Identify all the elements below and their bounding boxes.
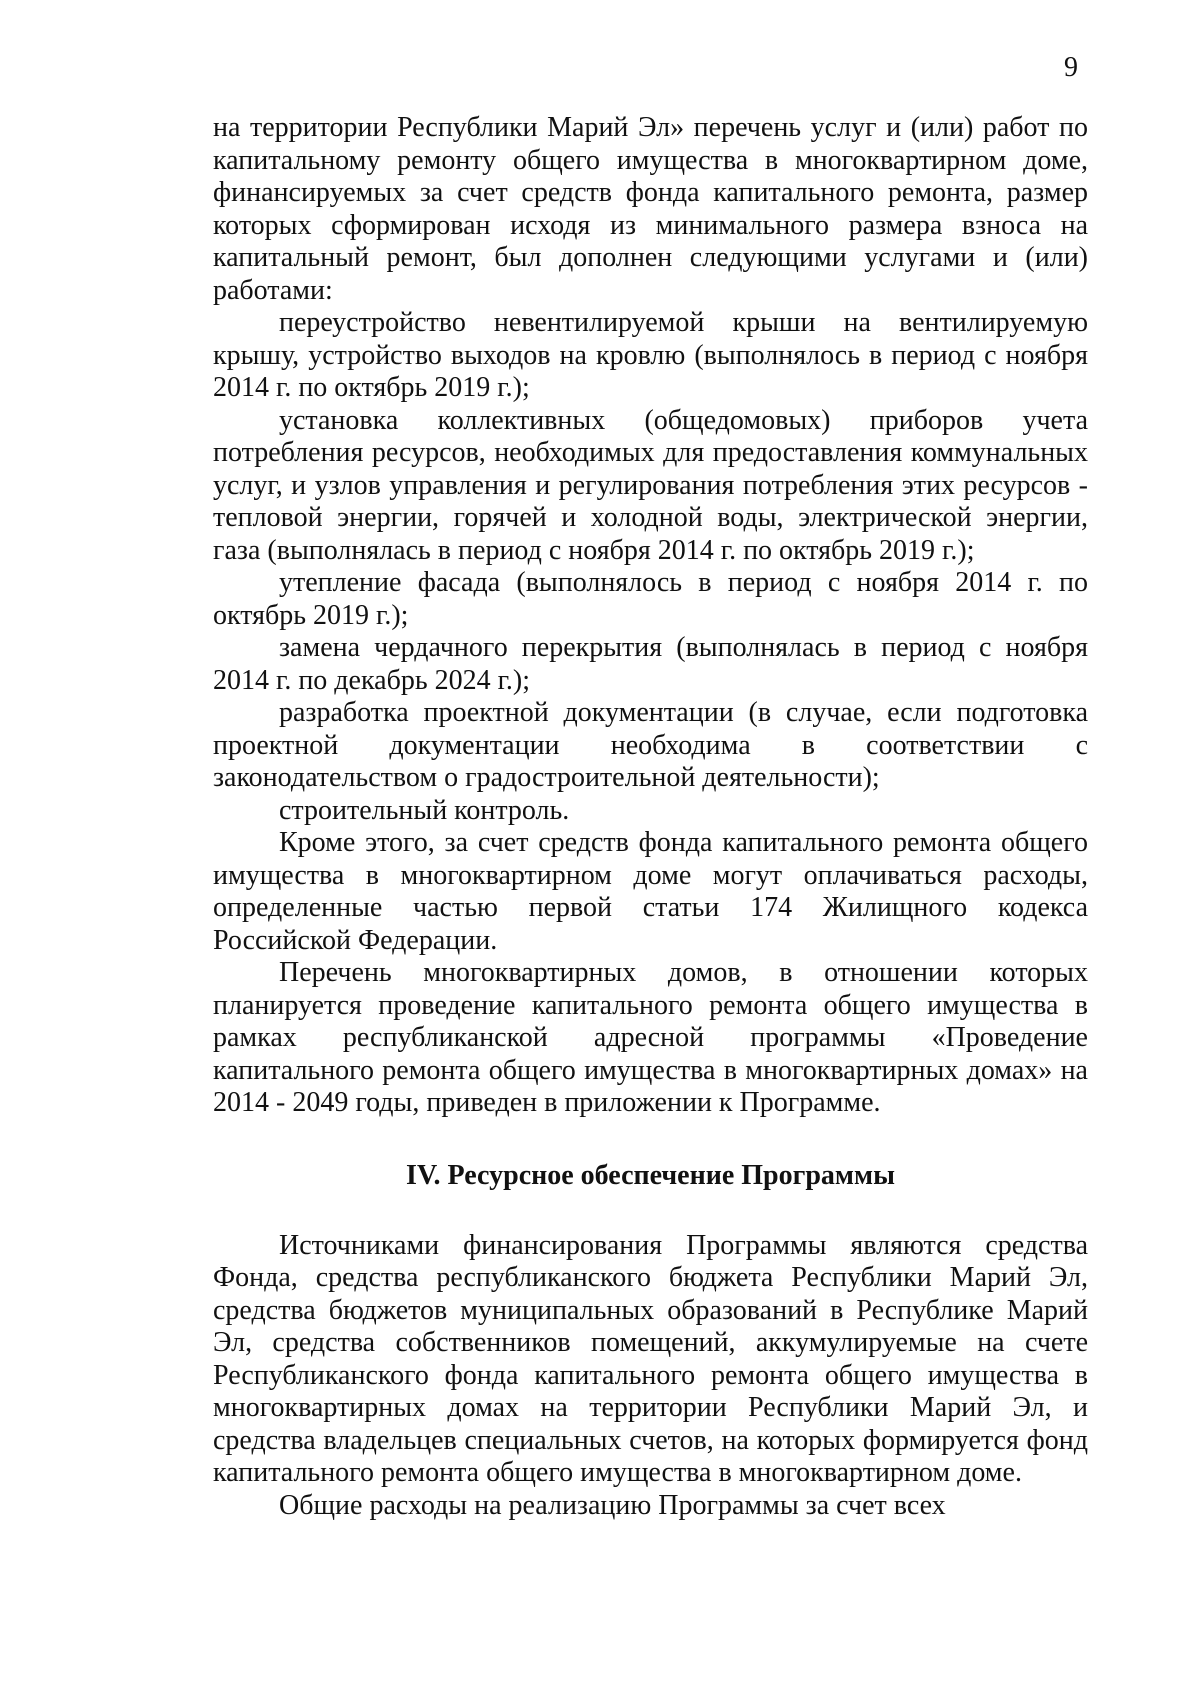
page-number: 9 (1064, 52, 1078, 83)
list-item-attic-floor: замена чердачного перекрытия (выполнялась в период с ноября 2014 г. по декабрь 2024 г.); (213, 632, 1088, 696)
paragraph-building-list: Перечень многоквартирных домов, в отношении которых планируется проведение капитального ремонта общего имущества в рамках республиканской адресной программы «Проведение капитального ремонта общего имущества в многоквартирных домах» на 2014 - 2049 годы, приведен в приложении к Программе. (213, 957, 1088, 1118)
list-item-roof-conversion: переустройство невентилируемой крыши на вентилируемую крышу, устройство выходов на кровлю (выполнялось в период с ноября 2014 г. по октябрь 2019 г.); (213, 307, 1088, 403)
section-heading: IV. Ресурсное обеспечение Программы (406, 1159, 895, 1191)
paragraph-funding-sources: Источниками финансирования Программы являются средства Фонда, средства республиканского бюджета Республики Марий Эл, средства бюджетов муниципальных образований в Республике Марий Эл, средства собственников помещений, аккумулируемые на счете Республиканского фонда капитального ремонта общего имущества в многоквартирных домах на территории Республики Марий Эл, и средства владельцев специальных счетов, на которых формируется фонд капитального ремонта общего имущества в многоквартирном доме. (213, 1229, 1088, 1488)
list-item-facade-insulation: утепление фасада (выполнялось в период с ноября 2014 г. по октябрь 2019 г.); (213, 567, 1088, 631)
paragraph-total-expenses: Общие расходы на реализацию Программы за счет всех (279, 1489, 946, 1521)
document-body (213, 112, 1088, 1522)
list-item-metering-devices: установка коллективных (общедомовых) приборов учета потребления ресурсов, необходимых для предоставления коммунальных услуг, и узлов управления и регулирования потребления этих ресурсов - тепловой энергии, горячей и холодной воды, электрической энергии, газа (выполнялась в период с ноября 2014 г. по октябрь 2019 г.); (213, 404, 1088, 566)
list-item-construction-control: строительный контроль. (279, 794, 570, 826)
paragraph-additional-expenses: Кроме этого, за счет средств фонда капитального ремонта общего имущества в многоквартирном доме могут оплачиваться расходы, определенные частью первой статьи 174 Жилищного кодекса Российской Федерации. (213, 827, 1088, 956)
paragraph-continuation: на территории Республики Марий Эл» перечень услуг и (или) работ по капитальному ремонту общего имущества в многоквартирном доме, финансируемых за счет средств фонда капитального ремонта, размер которых сформирован исходя из минимального размера взноса на капитальный ремонт, был дополнен следующими услугами и (или) работами: (213, 112, 1088, 306)
list-item-design-documentation: разработка проектной документации (в случае, если подготовка проектной документации необходима в соответствии с законодательством о градостроительной деятельности); (213, 697, 1088, 793)
